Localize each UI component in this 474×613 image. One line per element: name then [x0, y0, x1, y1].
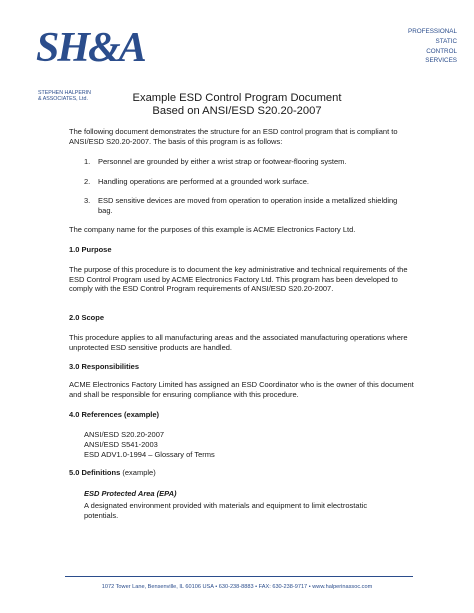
definition-term: ESD Protected Area (EPA): [84, 489, 177, 498]
basis-item: Handling operations are performed at a grounded work surface.: [98, 177, 309, 186]
tagline: [408, 27, 457, 66]
footer-contact: 1072 Tower Lane, Bensenville, IL 60106 USA • 630-238-8883 • FAX: 630-238-9717 • www.halperinassoc.com: [101, 584, 373, 590]
section-heading-definitions: [69, 468, 156, 478]
reference-item: ANSI/ESD S541-2003: [84, 440, 158, 449]
section-heading-references: 4.0 References (example): [69, 410, 160, 419]
section-heading-purpose: 1.0 Purpose: [69, 245, 112, 254]
section-body-scope: This procedure applies to all manufacturing areas and the associated manufacturing operations where unprotected ESD sensitive products are handled.: [69, 333, 408, 352]
basis-number: 3.: [84, 196, 91, 205]
logo-line-1: STEPHEN HALPERIN: [38, 90, 91, 96]
footer-divider: [65, 576, 413, 577]
document-title-line-1: Example ESD Control Program Document: [132, 92, 342, 104]
section-heading-responsibilities: 3.0 Responsibilities: [69, 362, 140, 371]
logo-wordmark: SH&A: [36, 25, 145, 71]
intro-paragraph: The following document demonstrates the structure for an ESD control program that is compliant to ANSI/ESD S20.20-2007. The basis of this program is as follows:: [69, 127, 398, 146]
basis-item: ESD sensitive devices are moved from operation to operation inside a metallized shielding bag.: [98, 196, 398, 215]
definitions-heading-suffix: (example): [122, 468, 156, 477]
definition-text: A designated environment provided with materials and equipment to limit electrostatic potentials.: [84, 501, 368, 520]
definitions-heading-text: 5.0 Definitions: [69, 468, 121, 477]
company-logo: [36, 24, 145, 102]
basis-number: 2.: [84, 177, 91, 186]
reference-item: ESD ADV1.0-1994 – Glossary of Terms: [84, 450, 215, 459]
basis-item: Personnel are grounded by either a wrist strap or footwear-flooring system.: [98, 157, 347, 166]
tagline-line: CONTROL: [426, 47, 457, 55]
tagline-line: STATIC: [435, 37, 457, 45]
section-heading-scope: 2.0 Scope: [69, 313, 105, 322]
document-title-line-2: Based on ANSI/ESD S20.20-2007: [152, 105, 322, 117]
company-note: The company name for the purposes of this example is ACME Electronics Factory Ltd.: [69, 225, 356, 234]
section-body-responsibilities: ACME Electronics Factory Limited has assigned an ESD Coordinator who is the owner of this document and shall be responsible for ensuring compliance with this procedure.: [69, 380, 414, 399]
reference-item: ANSI/ESD S20.20-2007: [84, 430, 165, 439]
basis-number: 1.: [84, 157, 91, 166]
section-body-purpose: The purpose of this procedure is to document the key administrative and technical requirements of the ESD Control Program used by ACME Electronics Factory Ltd. This program has been developed to comply with the ESD Control Program requirements of ANSI/ESD S20.20-2007.: [69, 265, 408, 294]
logo-line-2: & ASSOCIATES, Ltd.: [38, 96, 88, 102]
tagline-line: SERVICES: [425, 57, 457, 65]
tagline-line: PROFESSIONAL: [408, 28, 457, 35]
